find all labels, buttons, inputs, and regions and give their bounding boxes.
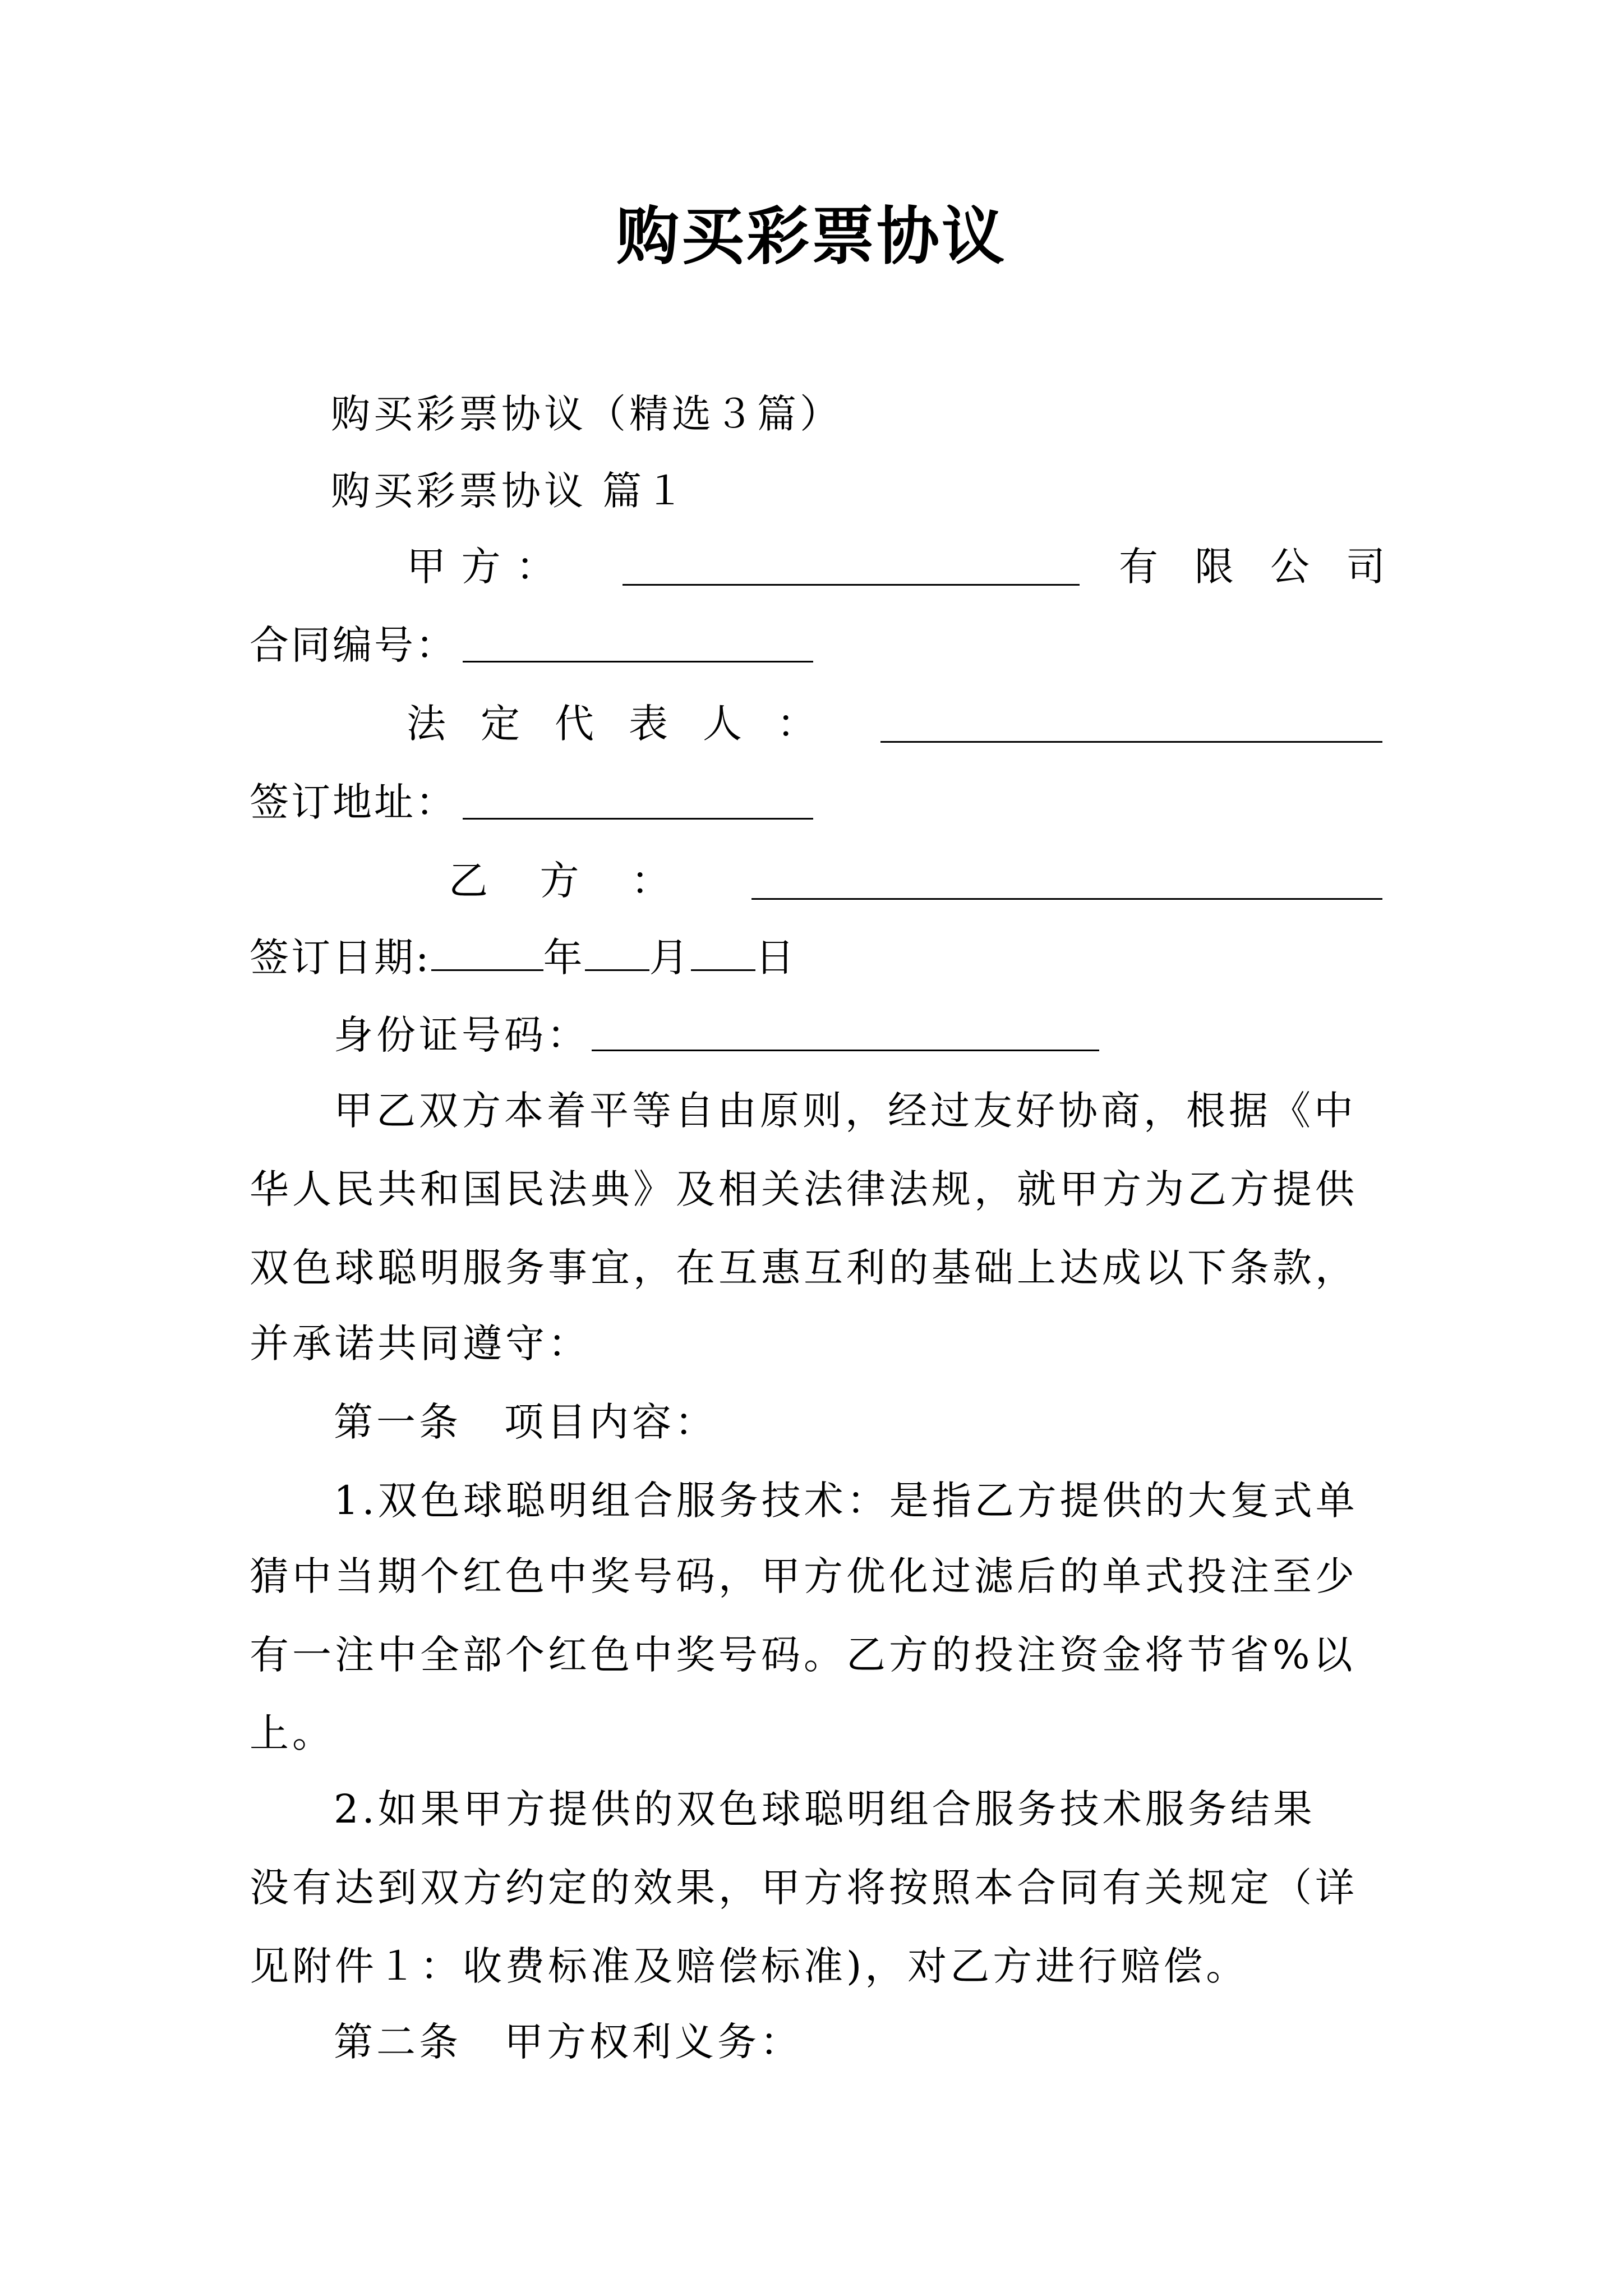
party-b-blank [751, 861, 1382, 900]
article-1-heading: 第一条 项目内容： [334, 1399, 717, 1445]
year-label: 年 [543, 935, 585, 981]
item-2-line-2: 没有达到双方约定的效果，甲方将按照本合同有关规定（详 [250, 1865, 1358, 1911]
intro-line-3: 双色球聪明服务事宜，在互惠互利的基础上达成以下条款， [250, 1245, 1358, 1291]
item-1-line-4: 上。 [250, 1710, 335, 1756]
legal-rep-label: 法 定 代 表 人 ： [407, 701, 816, 747]
party-a-blank [623, 547, 1080, 586]
sign-address-blank [463, 781, 813, 820]
item-2-line-3: 见附件１：收费标准及赔偿标准)，对乙方进行赔偿。 [250, 1943, 1249, 1989]
month-label: 月 [649, 935, 691, 981]
item-1-line-1: 1.双色球聪明组合服务技术：是指乙方提供的大复式单 [334, 1478, 1358, 1524]
sign-address-label: 签订地址： [250, 779, 457, 825]
day-label: 日 [755, 935, 797, 981]
sign-date-row [250, 931, 797, 983]
intro-line-4: 并承诺共同遵守： [250, 1320, 591, 1366]
day-blank [691, 931, 755, 971]
article-2-heading: 第二条 甲方权利义务： [334, 2019, 803, 2065]
month-blank [585, 931, 649, 971]
legal-rep-blank [880, 704, 1382, 743]
party-a-label: 甲 方 ： [407, 544, 555, 590]
id-number-blank [592, 1013, 1099, 1051]
document-title: 购买彩票协议 [616, 200, 1007, 273]
document-subtitle: 购买彩票协议（精选３篇） [331, 391, 842, 437]
year-blank [431, 931, 543, 971]
sign-date-label: 签订日期: [250, 935, 431, 981]
item-1-line-3: 有一注中全部个红色中奖号码。乙方的投注资金将节省%以 [250, 1632, 1356, 1678]
contract-no-label: 合同编号： [250, 622, 457, 668]
id-number-label: 身份证号码： [334, 1012, 589, 1058]
party-a-suffix: 有 限 公 司 [1119, 544, 1385, 590]
party-b-label: 乙 方 ： [449, 858, 670, 904]
item-1-line-2: 猜中当期个红色中奖号码，甲方优化过滤后的单式投注至少 [250, 1553, 1358, 1599]
contract-no-blank [463, 624, 813, 662]
section-heading: 购买彩票协议 篇１ [331, 468, 688, 514]
intro-line-2: 华人民共和国民法典》及相关法律法规，就甲方为乙方提供 [250, 1166, 1358, 1212]
intro-line-1: 甲乙双方本着平等自由原则，经过友好协商，根据《中 [334, 1088, 1357, 1134]
item-2-line-1: 2.如果甲方提供的双色球聪明组合服务技术服务结果 [334, 1786, 1316, 1832]
